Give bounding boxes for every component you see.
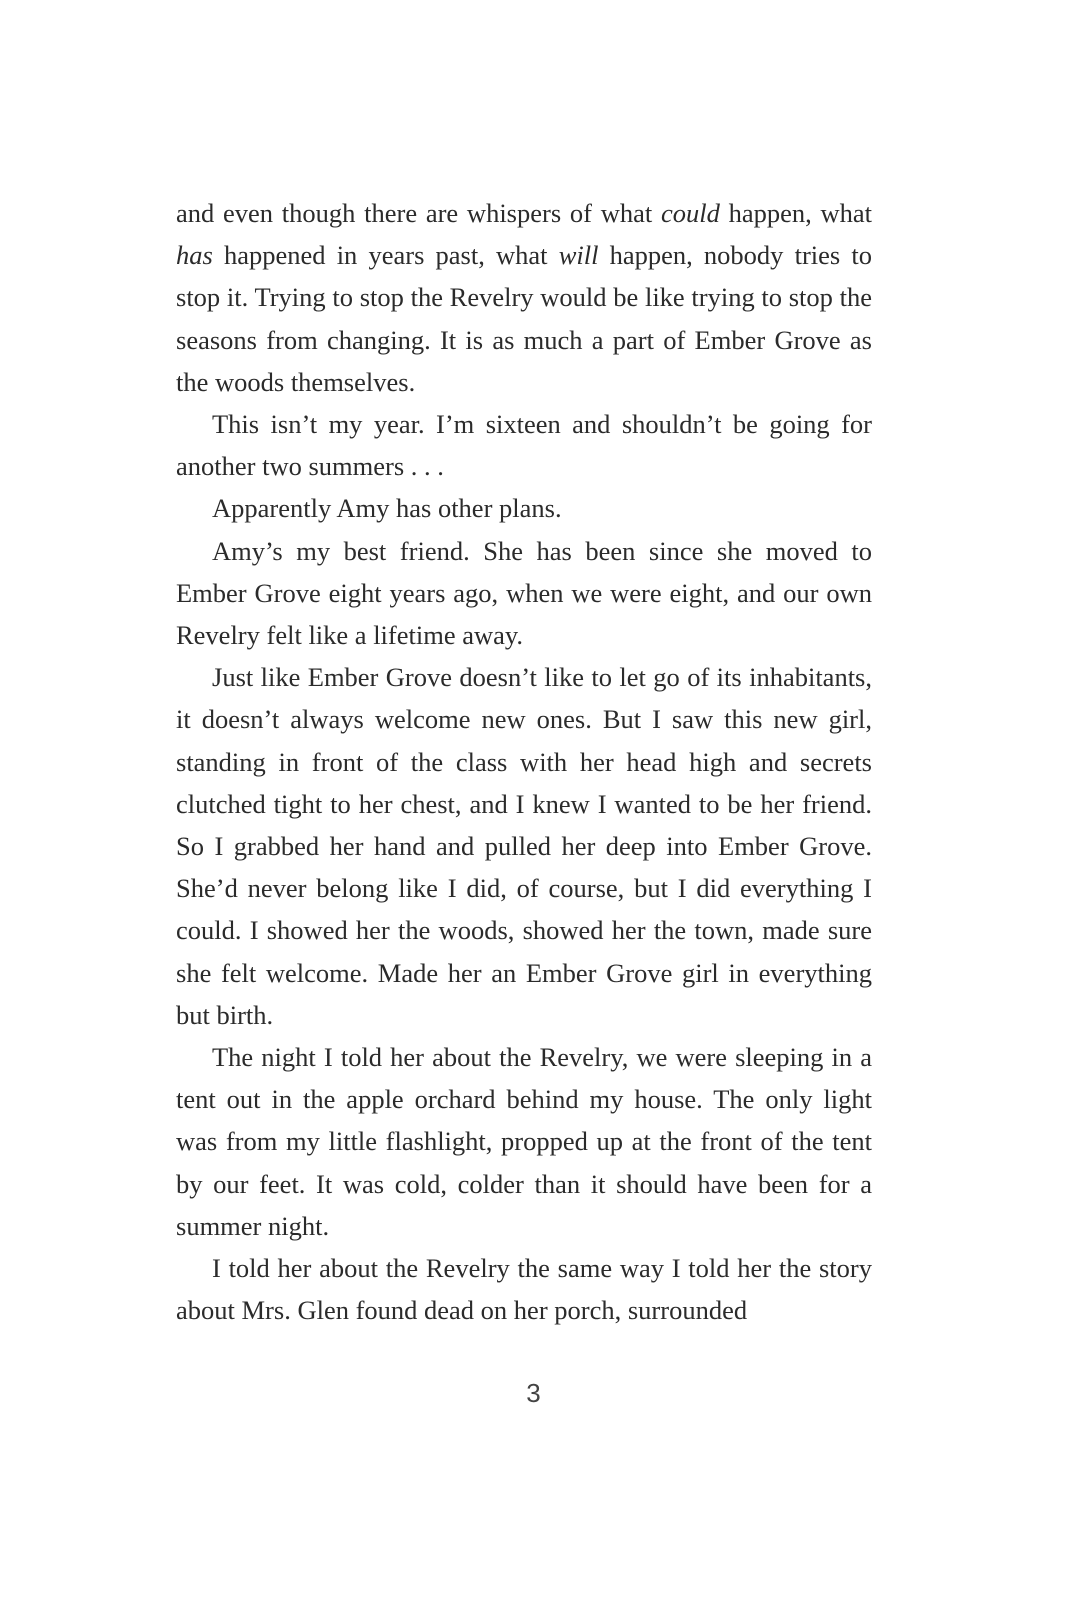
body-text (176, 192, 872, 1331)
paragraph-4: Amy’s my best friend. She has been since she moved to Ember Grove eight years ago, when we were eight, and our own Revelry felt like a lifetime away. (176, 535, 872, 651)
paragraph-3: Apparently Amy has other plans. (212, 493, 562, 524)
paragraph-5: Just like Ember Grove doesn’t like to let go of its inhabitants, it doesn’t always welcome new ones. But I saw this new girl, standing in front of the class with her head high and secrets clutched tight to her chest, and I knew I wanted to be her friend. So I grabbed her hand and pulled her deep into Ember Grove. She’d never belong like I did, of course, but I did everything I could. I showed her the woods, showed her the town, made sure she felt welcome. Made her an Ember Grove girl in everything but birth. (176, 662, 872, 1030)
paragraph-7: I told her about the Revelry the same way I told her the story about Mrs. Glen found dead on her porch, surrounded (176, 1253, 872, 1326)
page-number: 3 (526, 1378, 541, 1408)
paragraph-2: This isn’t my year. I’m sixteen and shouldn’t be going for another two summers . . . (176, 409, 872, 482)
paragraph-6: The night I told her about the Revelry, we were sleeping in a tent out in the apple orchard behind my house. The only light was from my little flashlight, propped up at the front of the tent by our feet. It was cold, colder than it should have been for a summer night. (176, 1042, 872, 1241)
paragraph-1: and even though there are whispers of what could happen, what has happened in years past, what will happen, nobody tries to stop it. Trying to stop the Revelry would be like trying to stop the seasons from changing. It is as much a part of Ember Grove as the woods themselves. (176, 198, 872, 397)
